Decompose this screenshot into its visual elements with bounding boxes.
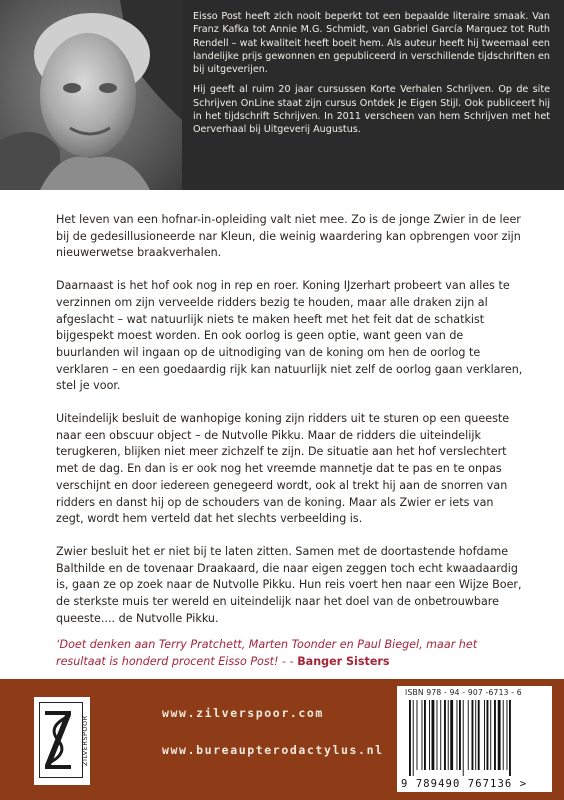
review-quote (56, 637, 524, 670)
barcode-bar (450, 700, 453, 770)
publisher-logo (34, 697, 90, 785)
synopsis (56, 212, 524, 643)
author-photo (0, 0, 182, 190)
barcode-bar (413, 700, 414, 776)
barcode-bar (507, 700, 508, 770)
barcode-bar (429, 700, 430, 770)
barcode-bar (440, 700, 441, 770)
logo-side-text: ZILVERSPOOR (81, 715, 89, 767)
quote-separator: - - (278, 654, 298, 668)
barcode-bar (409, 700, 411, 776)
synopsis-paragraph: Daarnaast is het hof ook nog in rep en roer. Koning IJzerhart probeert van alles te verzinnen om zijn verveelde ridders bezig te houden, maar alle draken zijn al afgeslacht – wat natuurlijk niets te maken heeft met het feit dat de schatkist bijgespekt moest worden. En ook oorlog is geen optie, want geen van de buurlanden wil ingaan op de uitnodiging van de koning om hen de oorlog te verklaren – en een goedaardig rijk kan natuurlijk niet zelf de oorlog gaan verklaren, stel je voor. (56, 279, 523, 393)
barcode-bar (487, 700, 489, 770)
barcode-bar (503, 700, 504, 770)
barcode-bar (490, 700, 491, 770)
barcode-bar (468, 700, 469, 770)
isbn-label: ISBN 978 - 94 - 907 -6713 - 6 (405, 688, 522, 697)
barcode-bar (475, 700, 476, 770)
barcode-number: 9 789490 767136 > (401, 778, 528, 790)
barcode-bar (498, 700, 501, 770)
barcode-bar (437, 700, 438, 770)
barcode-bar (444, 700, 446, 770)
barcode-bar (424, 700, 426, 770)
barcode-bar (448, 700, 449, 770)
synopsis-paragraph: Uiteindelijk besluit de wanhopige koning zijn ridders uit te sturen op een queeste naar een obscuur object – de Nutvolle Pikku. Maar de ridders die uiteindelijk terugkeren, blijken niet meer zichzelf te zijn. De situatie aan het hof verslechtert met de dag. En dan is er ook nog het vreemde mannetje dat te pas en te onpas verschijnt en door iedereen genegeerd wordt, ook al trekt hij aan de snorren van ridders en danst hij op de schouders van de koning. Maar als Zwier er iets van zegt, wordt hem verteld dat het slechts verbeelding is. (56, 412, 510, 526)
barcode-icon (405, 700, 545, 778)
synopsis-paragraph: Het leven van een hofnar-in-opleiding valt niet mee. Zo is de jonge Zwier in de leer bij de gedesillusioneerde nar Kleun, die weinig waardering kan opbrengen voor zijn nieuwerwetse braakverhalen. (56, 213, 521, 260)
quote-source: Banger Sisters (297, 654, 390, 668)
barcode-bar (432, 700, 435, 770)
publisher-url-link[interactable]: www.zilverspoor.com (162, 706, 324, 720)
barcode-bar (463, 700, 464, 776)
author-bio (193, 10, 550, 144)
barcode-bar (472, 700, 474, 770)
logo-z-glyph (41, 705, 75, 775)
bio-paragraph: Eisso Post heeft zich nooit beperkt tot een bepaalde literaire smaak. Van Franz Kafka tot Annie M.G. Schmidt, van Gabriel García Marquez tot Ruth Rendell – wat kwaliteit heeft boeit hem. Als auteur heeft hij tweemaal een landelijke prijs gewonnen en gepubliceerd in verschillende tijdschriften en bij uitgeverijen. (193, 11, 550, 76)
synopsis-paragraph: Zwier besluit het er niet bij te laten zitten. Samen met de doortastende hofdame Balthilde en de tovenaar Draakaard, die naar eigen zeggen toch echt kwaadaardig is, gaan ze op zoek naar de Nutvolle Pikku. Hun reis voert hen naar een Wijze Boer, de sterkste muis ter wereld en uiteindelijk naar het doel van de onbetrouwbare queeste.... de Nutvolle Pikku. (56, 544, 522, 625)
partner-url-link[interactable]: www.bureaupterodactylus.nl (162, 743, 384, 757)
barcode-bar (459, 700, 461, 770)
barcode-bar (457, 700, 458, 770)
barcode-bar (494, 700, 496, 770)
bio-paragraph: Hij geeft al ruim 20 jaar cursussen Korte Verhalen Schrijven. Op de site Schrijven OnLine staat zijn cursus Ontdek Je Eigen Stijl. Ook publiceert hij in het tijdschrift Schrijven. In 2011 verscheen van hem Schrijven met het Oerverhaal bij Uitgeverij Augustus. (193, 84, 550, 136)
barcode-bar (478, 700, 480, 770)
barcode-bar (422, 700, 423, 770)
barcode-bar (484, 700, 485, 770)
quote-text: ‘Doet denken aan Terry Pratchett, Marten Toonder en Paul Biegel, maar het resultaat is honderd procent Eisso Post! (56, 638, 478, 668)
barcode-bar (509, 700, 511, 776)
barcode-box (397, 686, 552, 792)
barcode-bar (417, 700, 418, 770)
author-section (0, 0, 564, 190)
